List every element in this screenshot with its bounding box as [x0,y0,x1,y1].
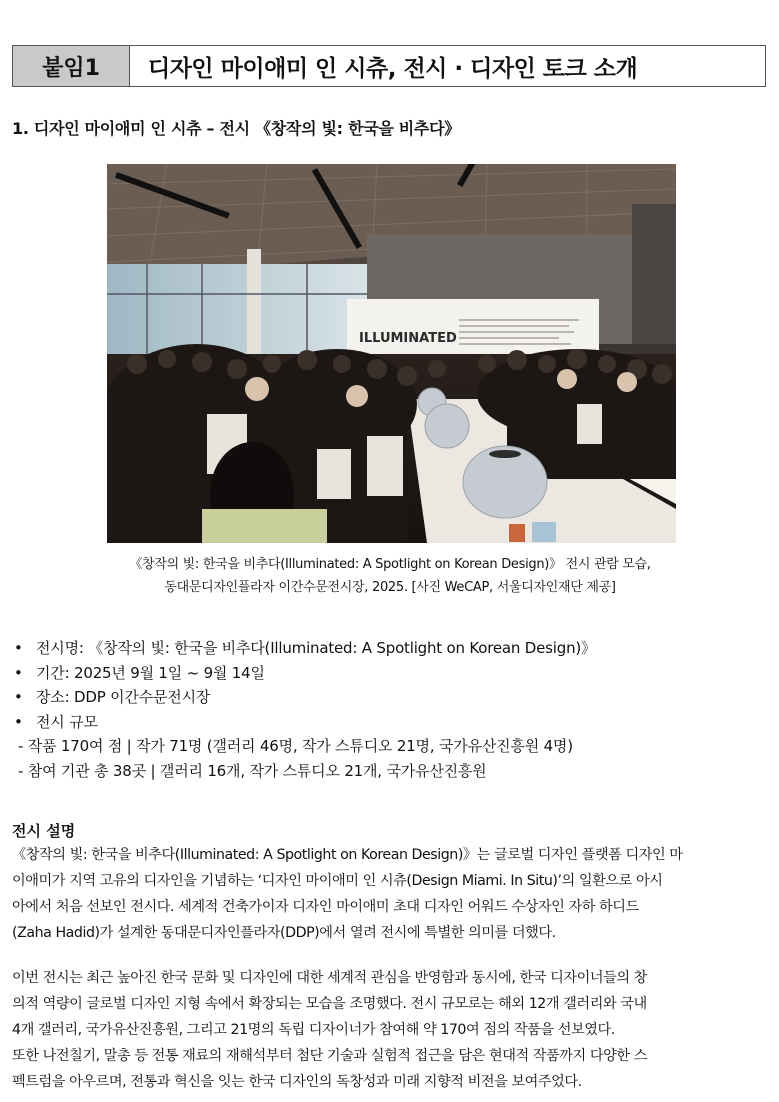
paragraph-line: (Zaha Hadid)가 설계한 동대문디자인플라자(DDP)에서 열려 전시에 특별한 의미를 더했다. [12,925,556,941]
list-item [14,685,596,710]
paragraph-line: 의적 역량이 글로벌 디자인 지형 속에서 확장되는 모습을 조명했다. 전시 규모로는 해외 12개 갤러리와 국내 [12,996,647,1012]
paragraph-line: 《창작의 빛: 한국을 비추다(Illuminated: A Spotlight on Korean Design)》는 글로벌 디자인 플랫폼 디자인 마 [12,847,683,863]
bullet-dot: • [14,688,23,706]
bullet-dot: • [14,639,23,657]
sub-list-item: - 참여 기관 총 38곳 | 갤러리 16개, 작가 스튜디오 21개, 국가유산진흥원 [18,761,487,780]
exhibition-info-list [14,636,596,783]
description-paragraph-2 [12,965,772,1095]
list-item [14,661,596,686]
paragraph-line: 이번 전시는 최근 높아진 한국 문화 및 디자인에 대한 세계적 관심을 반영함과 동시에, 한국 디자이너들의 창 [12,970,647,986]
description-heading: 전시 설명 [12,822,76,840]
paragraph-line: 이애미가 지역 고유의 디자인을 기념하는 ‘디자인 마이애미 인 시츄(Design Miami. In Situ)’의 일환으로 아시 [12,873,663,889]
paragraph-line: 펙트럼을 아우르며, 전통과 혁신을 잇는 한국 디자인의 독창성과 미래 지향적 비전을 보여주었다. [12,1074,582,1090]
exhibition-wall-text: ILLUMINATED [359,331,457,346]
paragraph-line: 4개 갤러리, 국가유산진흥원, 그리고 21명의 독립 디자이너가 참여해 약 170여 점의 작품을 선보였다. [12,1022,615,1038]
exhibition-photo-illustration [107,164,676,543]
attachment-header [12,45,766,87]
exhibition-name: 전시명: 《창작의 빛: 한국을 비추다(Illuminated: A Spotlight on Korean Design)》 [36,639,596,657]
photo-caption-line-1: 《창작의 빛: 한국을 비추다(Illuminated: A Spotlight on Korean Design)》 전시 관람 모습, [129,557,651,572]
exhibition-photo [107,164,676,543]
paragraph-line: 아에서 처음 선보인 전시다. 세계적 건축가이자 디자인 마이애미 초대 디자인 어워드 수상자인 자하 하디드 [12,899,639,915]
bullet-dot: • [14,712,23,731]
bullet-dot: • [14,663,23,682]
list-item [14,710,596,735]
section-heading: 1. 디자인 마이애미 인 시츄 – 전시 《창작의 빛: 한국을 비추다》 [12,119,460,138]
sub-list-item: - 작품 170여 점 | 작가 71명 (갤러리 46명, 작가 스튜디오 21명, 국가유산진흥원 4명) [18,737,573,755]
paragraph-line: 또한 나전칠기, 말총 등 전통 재료의 재해석부터 첨단 기술과 실험적 접근을 담은 현대적 작품까지 다양한 스 [12,1048,647,1064]
attachment-tag: 붙임1 [13,46,130,86]
exhibition-venue: 장소: DDP 이간수문전시장 [36,688,211,706]
description-paragraph-1 [12,842,772,946]
list-item [14,636,596,661]
photo-caption-line-2: 동대문디자인플라자 이간수문전시장, 2025. [사진 WeCAP, 서울디자인재단 제공] [164,580,616,595]
exhibition-scale: 전시 규모 [36,712,98,731]
exhibition-period: 기간: 2025년 9월 1일 ~ 9월 14일 [36,663,265,682]
attachment-title: 디자인 마이애미 인 시츄, 전시 · 디자인 토크 소개 [148,55,638,82]
